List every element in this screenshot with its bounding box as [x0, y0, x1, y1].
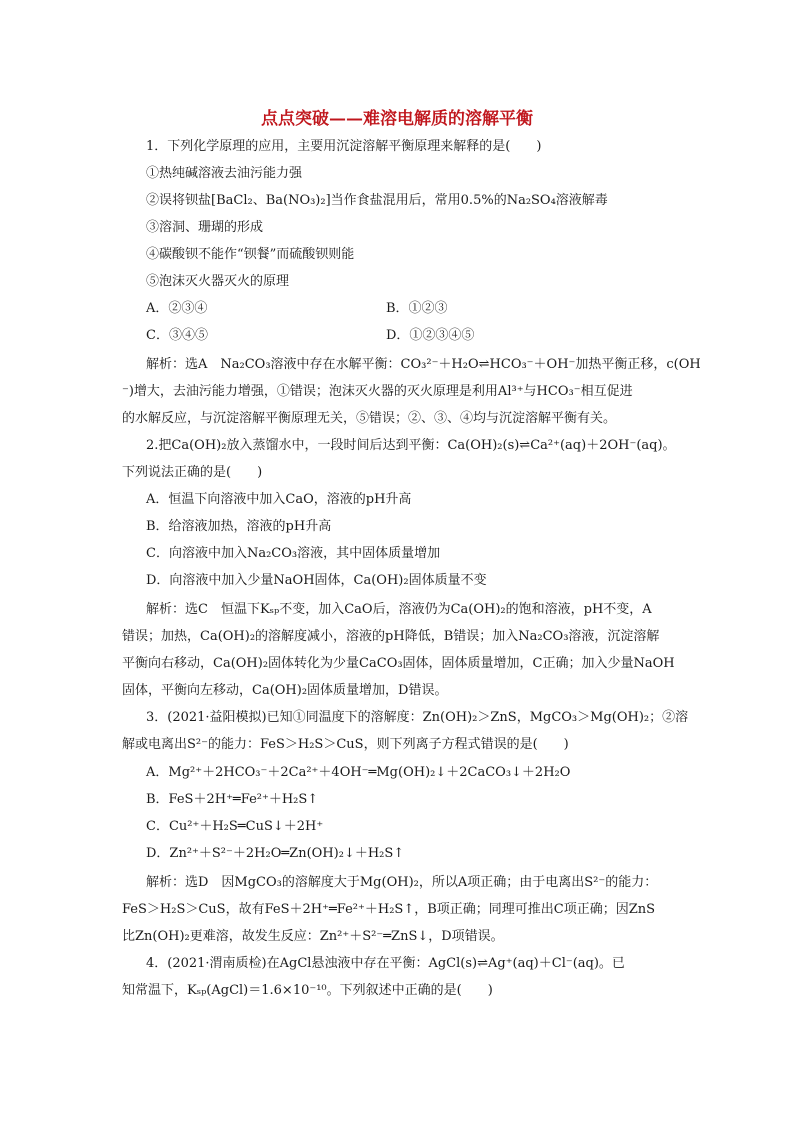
q1-item-3: ③溶洞、珊瑚的形成	[146, 220, 264, 235]
q3-option-b: B．FeS＋2H⁺═Fe²⁺＋H₂S↑	[146, 792, 319, 807]
q1-stem: 1．下列化学原理的应用，主要用沉淀溶解平衡原理来解释的是( )	[146, 139, 542, 154]
q2-option-a: A．恒温下向溶液中加入CaO，溶液的pH升高	[146, 492, 412, 507]
q2-analysis-line-4: 固体，平衡向左移动，Ca(OH)₂固体质量增加，D错误。	[122, 683, 448, 698]
q1-option-c: C．③④⑤	[146, 328, 208, 343]
q4-stem-line-2: 知常温下，Kₛₚ(AgCl)＝1.6×10⁻¹⁰。下列叙述中正确的是( )	[122, 983, 493, 998]
q2-analysis-line-1: 解析：选C 恒温下Kₛₚ不变，加入CaO后，溶液仍为Ca(OH)₂的饱和溶液，pH不变，A	[146, 602, 652, 617]
q3-analysis-line-1: 解析：选D 因MgCO₃的溶解度大于Mg(OH)₂，所以A项正确；由于电离出S²⁻的能力：	[146, 875, 658, 890]
q1-item-2: ②误将钡盐[BaCl₂、Ba(NO₃)₂]当作食盐混用后，常用0.5%的Na₂SO₄溶液解毒	[146, 193, 608, 208]
page-title: 点点突破——难溶电解质的溶解平衡	[261, 109, 533, 129]
q3-option-d: D．Zn²⁺＋S²⁻＋2H₂O═Zn(OH)₂↓＋H₂S↑	[146, 846, 405, 861]
q4-stem-line-1: 4．(2021·渭南质检)在AgCl悬浊液中存在平衡：AgCl(s)⇌Ag⁺(aq)＋Cl⁻(aq)。已	[146, 956, 625, 971]
q2-stem-line-1: 2.把Ca(OH)₂放入蒸馏水中，一段时间后达到平衡：Ca(OH)₂(s)⇌Ca²⁺(aq)＋2OH⁻(aq)。	[146, 438, 676, 453]
q1-option-b: B．①②③	[386, 301, 448, 316]
q3-option-c: C．Cu²⁺＋H₂S═CuS↓＋2H⁺	[146, 819, 324, 834]
q1-analysis-line-3: 的水解反应，与沉淀溶解平衡原理无关，⑤错误；②、③、④均与沉淀溶解平衡有关。	[122, 411, 617, 426]
q1-item-1: ①热纯碱溶液去油污能力强	[146, 166, 303, 181]
q2-option-c: C．向溶液中加入Na₂CO₃溶液，其中固体质量增加	[146, 546, 441, 561]
q2-option-d: D．向溶液中加入少量NaOH固体，Ca(OH)₂固体质量不变	[146, 573, 487, 588]
q2-analysis-line-3: 平衡向右移动，Ca(OH)₂固体转化为少量CaCO₃固体，固体质量增加，C正确；加入少量NaOH	[122, 656, 675, 671]
q1-option-d: D．①②③④⑤	[386, 328, 475, 343]
q3-stem-line-2: 解或电离出S²⁻的能力：FeS＞H₂S＞CuS，则下列离子方程式错误的是( )	[122, 737, 569, 752]
q2-stem-line-2: 下列说法正确的是( )	[122, 465, 263, 480]
q1-item-5: ⑤泡沫灭火器灭火的原理	[146, 274, 290, 289]
q2-analysis-line-2: 错误；加热，Ca(OH)₂的溶解度减小，溶液的pH降低，B错误；加入Na₂CO₃溶液，沉淀溶解	[122, 629, 660, 644]
q1-option-a: A．②③④	[146, 301, 208, 316]
q1-item-4: ④碳酸钡不能作“钡餐”而硫酸钡则能	[146, 247, 355, 262]
q3-option-a: A．Mg²⁺＋2HCO₃⁻＋2Ca²⁺＋4OH⁻═Mg(OH)₂↓＋2CaCO₃↓＋2H₂O	[146, 765, 571, 780]
q2-option-b: B．给溶液加热，溶液的pH升高	[146, 519, 332, 534]
q3-analysis-line-2: FeS＞H₂S＞CuS，故有FeS＋2H⁺═Fe²⁺＋H₂S↑，B项正确；同理可推出C项正确；因ZnS	[122, 902, 656, 917]
q1-analysis-line-1: 解析：选A Na₂CO₃溶液中存在水解平衡：CO₃²⁻＋H₂O⇌HCO₃⁻＋OH⁻加热平衡正移，c(OH	[146, 357, 701, 372]
q1-analysis-line-2: ⁻)增大，去油污能力增强，①错误；泡沫灭火器的灭火原理是利用Al³⁺与HCO₃⁻相互促进	[122, 384, 633, 399]
q3-analysis-line-3: 比Zn(OH)₂更难溶，故发生反应：Zn²⁺＋S²⁻═ZnS↓，D项错误。	[122, 929, 504, 944]
q3-stem-line-1: 3．(2021·益阳模拟)已知①同温度下的溶解度：Zn(OH)₂＞ZnS，MgCO₃＞Mg(OH)₂；②溶	[146, 710, 689, 725]
